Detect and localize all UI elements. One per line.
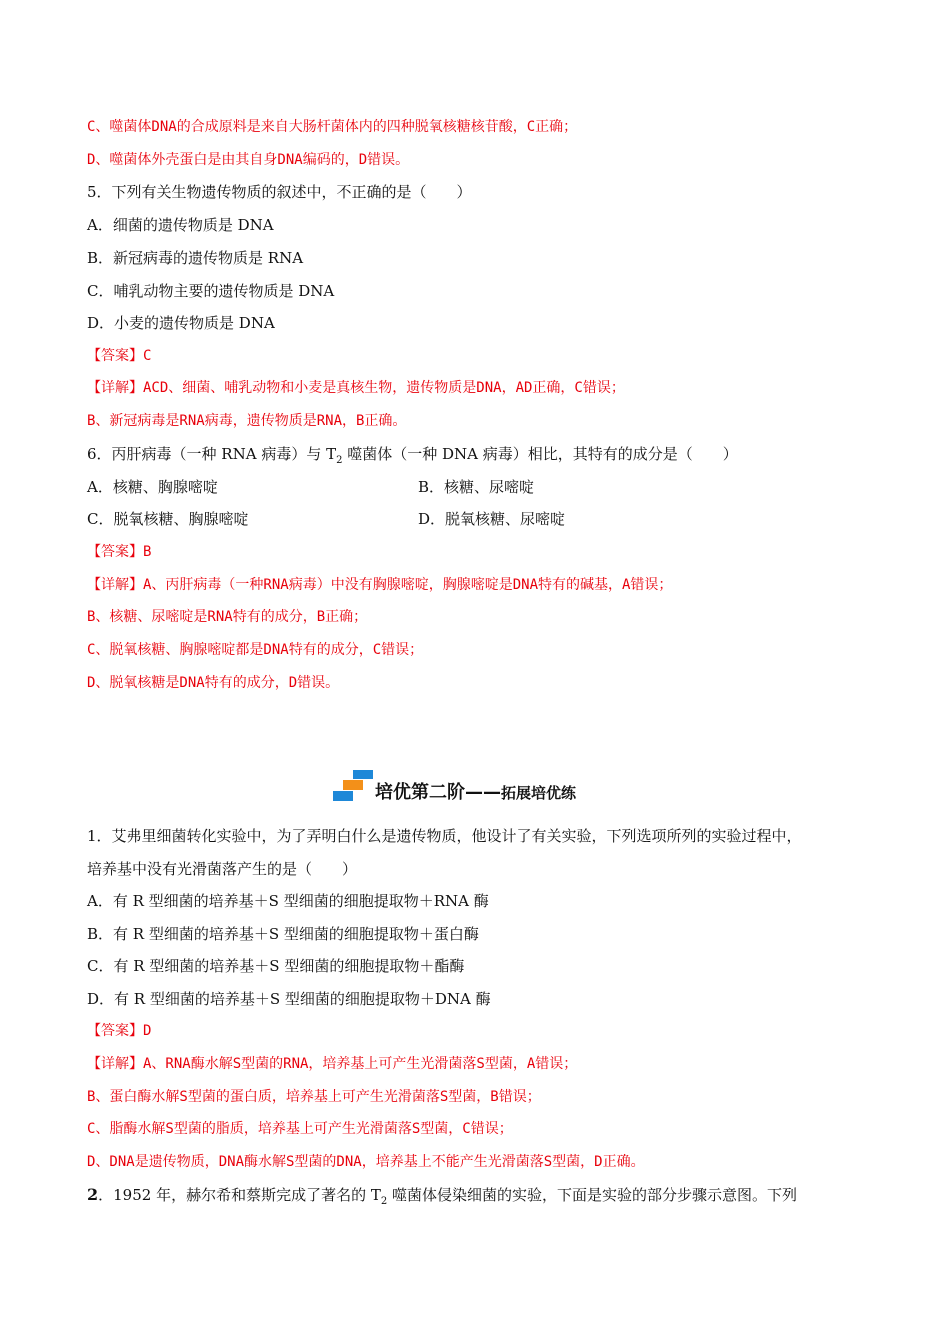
question-6-option-a: A．核糖、胸腺嘧啶	[87, 478, 218, 496]
question-5-detail-1: 【详解】ACD、细菌、哺乳动物和小麦是真核生物，遗传物质是DNA，AD正确，C错误；	[87, 380, 625, 396]
question-5-detail-2: B、新冠病毒是RNA病毒，遗传物质是RNA，B正确。	[87, 413, 407, 429]
question-6-answer: 【答案】B	[87, 544, 152, 560]
s2-question-1-option-b: B．有 R 型细菌的培养基＋S 型细菌的细胞提取物＋蛋白酶	[87, 925, 479, 943]
question-6-option-d: D．脱氧核糖、尿嘧啶	[418, 510, 566, 528]
s2-question-1-detail-4: D、DNA是遗传物质，DNA酶水解S型菌的DNA，培养基上不能产生光滑菌落S型菌，D正确。	[87, 1154, 645, 1170]
s2-question-1-answer: 【答案】D	[87, 1023, 152, 1039]
s2-question-1-detail-2: B、蛋白酶水解S型菌的蛋白质，培养基上可产生光滑菌落S型菌，B错误；	[87, 1089, 541, 1105]
question-6-detail-4: D、脱氧核糖是DNA特有的成分，D错误。	[87, 675, 340, 691]
s2-question-1-option-a: A．有 R 型细菌的培养基＋S 型细菌的细胞提取物＋RNA 酶	[87, 892, 489, 910]
explanation-line-d: D、噬菌体外壳蛋白是由其自身DNA编码的，D错误。	[87, 152, 410, 168]
question-6-detail-2: B、核糖、尿嘧啶是RNA特有的成分，B正确；	[87, 609, 368, 625]
s2-question-1-detail-3: C、脂酶水解S型菌的脂质，培养基上可产生光滑菌落S型菌，C错误；	[87, 1121, 513, 1137]
section-heading	[331, 769, 651, 805]
question-5-option-d: D．小麦的遗传物质是 DNA	[87, 314, 275, 332]
question-6-option-c: C．脱氧核糖、胸腺嘧啶	[87, 510, 249, 528]
question-5-option-b: B．新冠病毒的遗传物质是 RNA	[87, 249, 304, 267]
question-6-detail-3: C、脱氧核糖、胸腺嘧啶都是DNA特有的成分，C错误；	[87, 642, 424, 658]
s2-question-2-stem: 2．1952 年，赫尔希和蔡斯完成了著名的 $T_2$ 噬菌体侵染细菌的实验，下面是实验的部分步骤示意图。下列	[87, 1185, 798, 1207]
question-6-option-b: B．核糖、尿嘧啶	[418, 478, 535, 496]
s2-question-1-option-d: D．有 R 型细菌的培养基＋S 型细菌的细胞提取物＋DNA 酶	[87, 990, 491, 1008]
stacked-blocks-icon	[331, 769, 375, 803]
s2-question-1-stem-line-2: 培养基中没有光滑菌落产生的是（ ）	[87, 860, 358, 878]
question-6-detail-1: 【详解】A、丙肝病毒（一种RNA病毒）中没有胸腺嘧啶，胸腺嘧啶是DNA特有的碱基，A错误；	[87, 577, 673, 593]
question-6-stem: 6．丙肝病毒（一种 RNA 病毒）与 $T_2$ 噬菌体（一种 DNA 病毒）相比，其特有的成分是（ ）	[87, 445, 738, 466]
explanation-line-c: C、噬菌体DNA的合成原料是来自大肠杆菌体内的四种脱氧核糖核苷酸，C正确；	[87, 119, 578, 135]
question-5-answer: 【答案】C	[87, 348, 152, 364]
section-title: 培优第二阶——拓展培优练	[375, 782, 577, 803]
s2-question-1-stem-line-1: 1．艾弗里细菌转化实验中，为了弄明白什么是遗传物质，他设计了有关实验，下列选项所列的实验过程中，	[87, 827, 802, 845]
question-5-stem: 5．下列有关生物遗传物质的叙述中，不正确的是（ ）	[87, 183, 472, 201]
question-5-option-a: A．细菌的遗传物质是 DNA	[87, 216, 274, 234]
s2-question-1-detail-1: 【详解】A、RNA酶水解S型菌的RNA，培养基上可产生光滑菌落S型菌，A错误；	[87, 1056, 578, 1072]
question-5-option-c: C．哺乳动物主要的遗传物质是 DNA	[87, 282, 335, 300]
s2-question-1-option-c: C．有 R 型细菌的培养基＋S 型细菌的细胞提取物＋酯酶	[87, 957, 465, 975]
